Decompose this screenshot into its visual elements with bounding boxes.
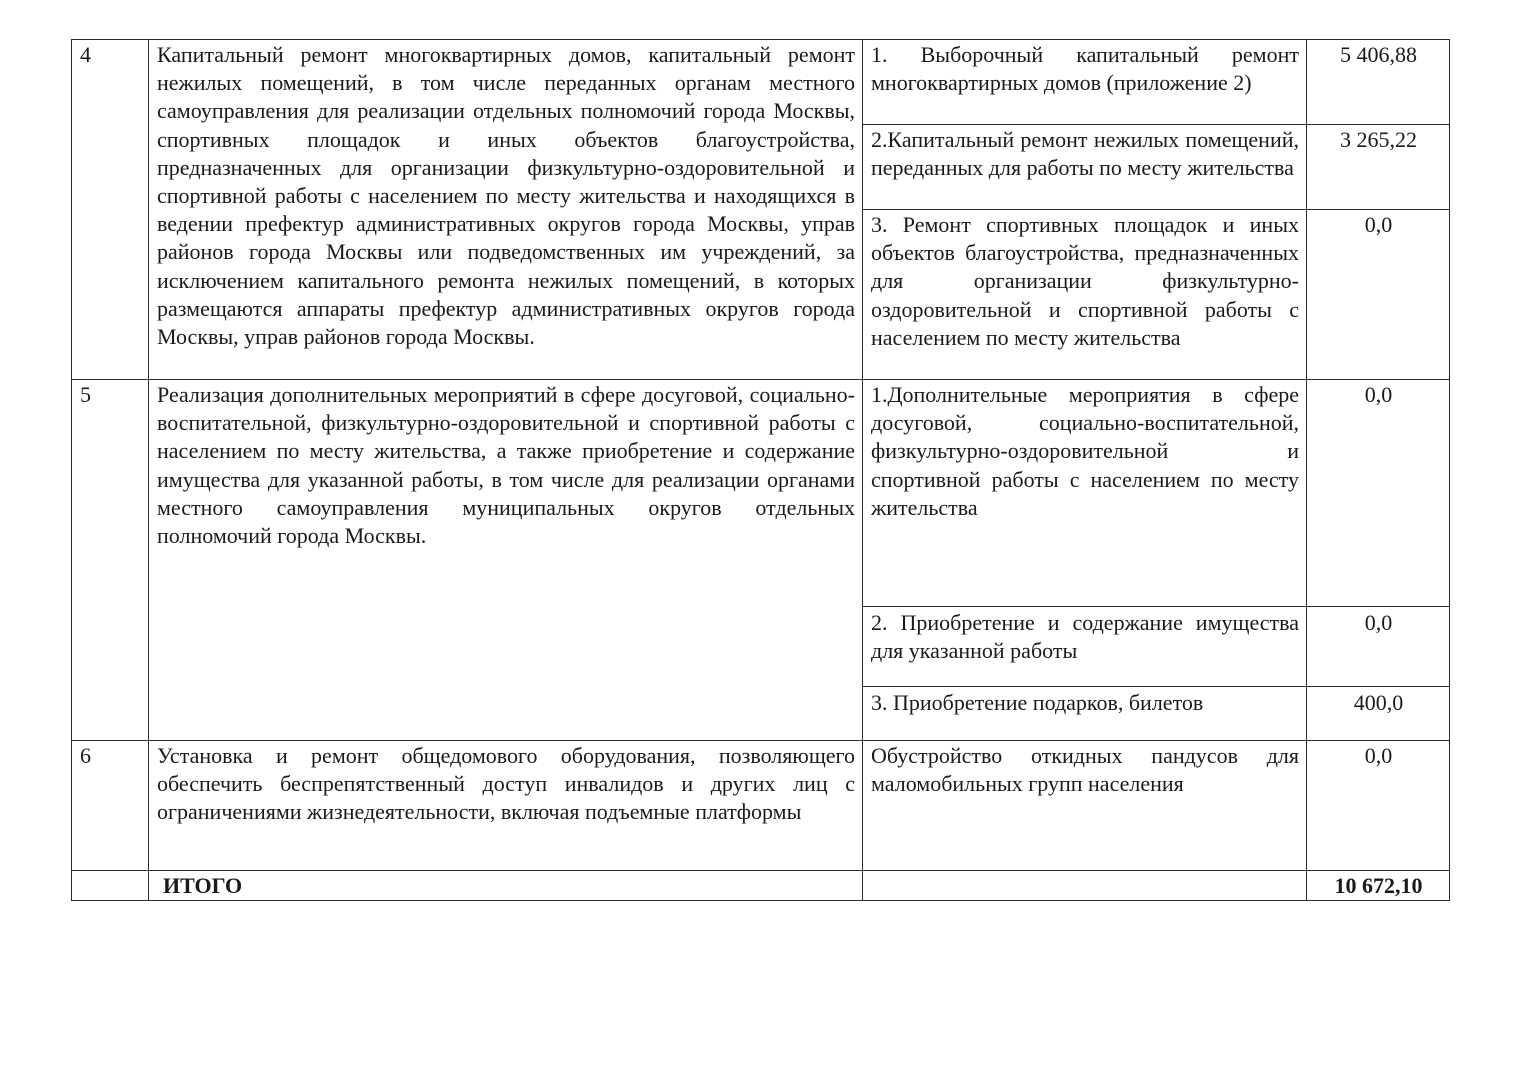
total-empty-cell <box>863 871 1307 901</box>
total-label: ИТОГО <box>149 871 863 901</box>
total-row <box>72 871 1450 901</box>
row-number: 4 <box>72 40 149 380</box>
table-row <box>72 380 1450 607</box>
activity-cell: Обустройство откидных пандусов для маломобильных групп населения <box>863 741 1307 871</box>
sum-cell: 0,0 <box>1307 607 1450 687</box>
row-number: 5 <box>72 380 149 741</box>
activity-cell: 1. Выборочный капитальный ремонт многоквартирных домов (приложение 2) <box>863 40 1307 125</box>
sum-cell: 0,0 <box>1307 380 1450 607</box>
budget-table <box>71 39 1450 901</box>
sum-cell: 3 265,22 <box>1307 125 1450 210</box>
sum-cell: 400,0 <box>1307 687 1450 741</box>
table-row <box>72 741 1450 871</box>
sum-cell: 5 406,88 <box>1307 40 1450 125</box>
table-row <box>72 40 1450 125</box>
activity-cell: 1.Дополнительные мероприятия в сфере досуговой, социально-воспитательной, физкультурно-оздоровительной и спортивной работы с населением по месту жительства <box>863 380 1307 607</box>
total-number-cell <box>72 871 149 901</box>
row-number: 6 <box>72 741 149 871</box>
activity-cell: 3. Приобретение подарков, билетов <box>863 687 1307 741</box>
activity-cell: 2.Капитальный ремонт нежилых помещений, переданных для работы по месту жительства <box>863 125 1307 210</box>
activity-cell: 3. Ремонт спортивных площадок и иных объектов благоустройства, предназначенных для организации физкультурно-оздоровительной и спортивной работы с населением по месту жительства <box>863 210 1307 380</box>
row-description: Капитальный ремонт многоквартирных домов, капитальный ремонт нежилых помещений, в том числе переданных органам местного самоуправления для реализации отдельных полномочий города Москвы, спортивных площадок и иных объектов благоустройства, предназначенных для организации физкультурно-оздоровительной и спортивной работы с населением по месту жительства и находящихся в ведении префектур административных округов города Москвы, управ районов города Москвы или подведомственных им учреждений, за исключением капитального ремонта нежилых помещений, в которых размещаются аппараты префектур административных округов города Москвы, управ районов города Москвы. <box>149 40 863 380</box>
sum-cell: 0,0 <box>1307 741 1450 871</box>
row-description: Установка и ремонт общедомового оборудования, позволяющего обеспечить беспрепятственный доступ инвалидов и других лиц с ограничениями жизнедеятельности, включая подъемные платформы <box>149 741 863 871</box>
sum-cell: 0,0 <box>1307 210 1450 380</box>
activity-cell: 2. Приобретение и содержание имущества для указанной работы <box>863 607 1307 687</box>
total-sum: 10 672,10 <box>1307 871 1450 901</box>
row-description: Реализация дополнительных мероприятий в сфере досуговой, социально-воспитательной, физкультурно-оздоровительной и спортивной работы с населением по месту жительства, а также приобретение и содержание имущества для указанной работы, в том числе для реализации органами местного самоуправления муниципальных округов отдельных полномочий города Москвы. <box>149 380 863 741</box>
